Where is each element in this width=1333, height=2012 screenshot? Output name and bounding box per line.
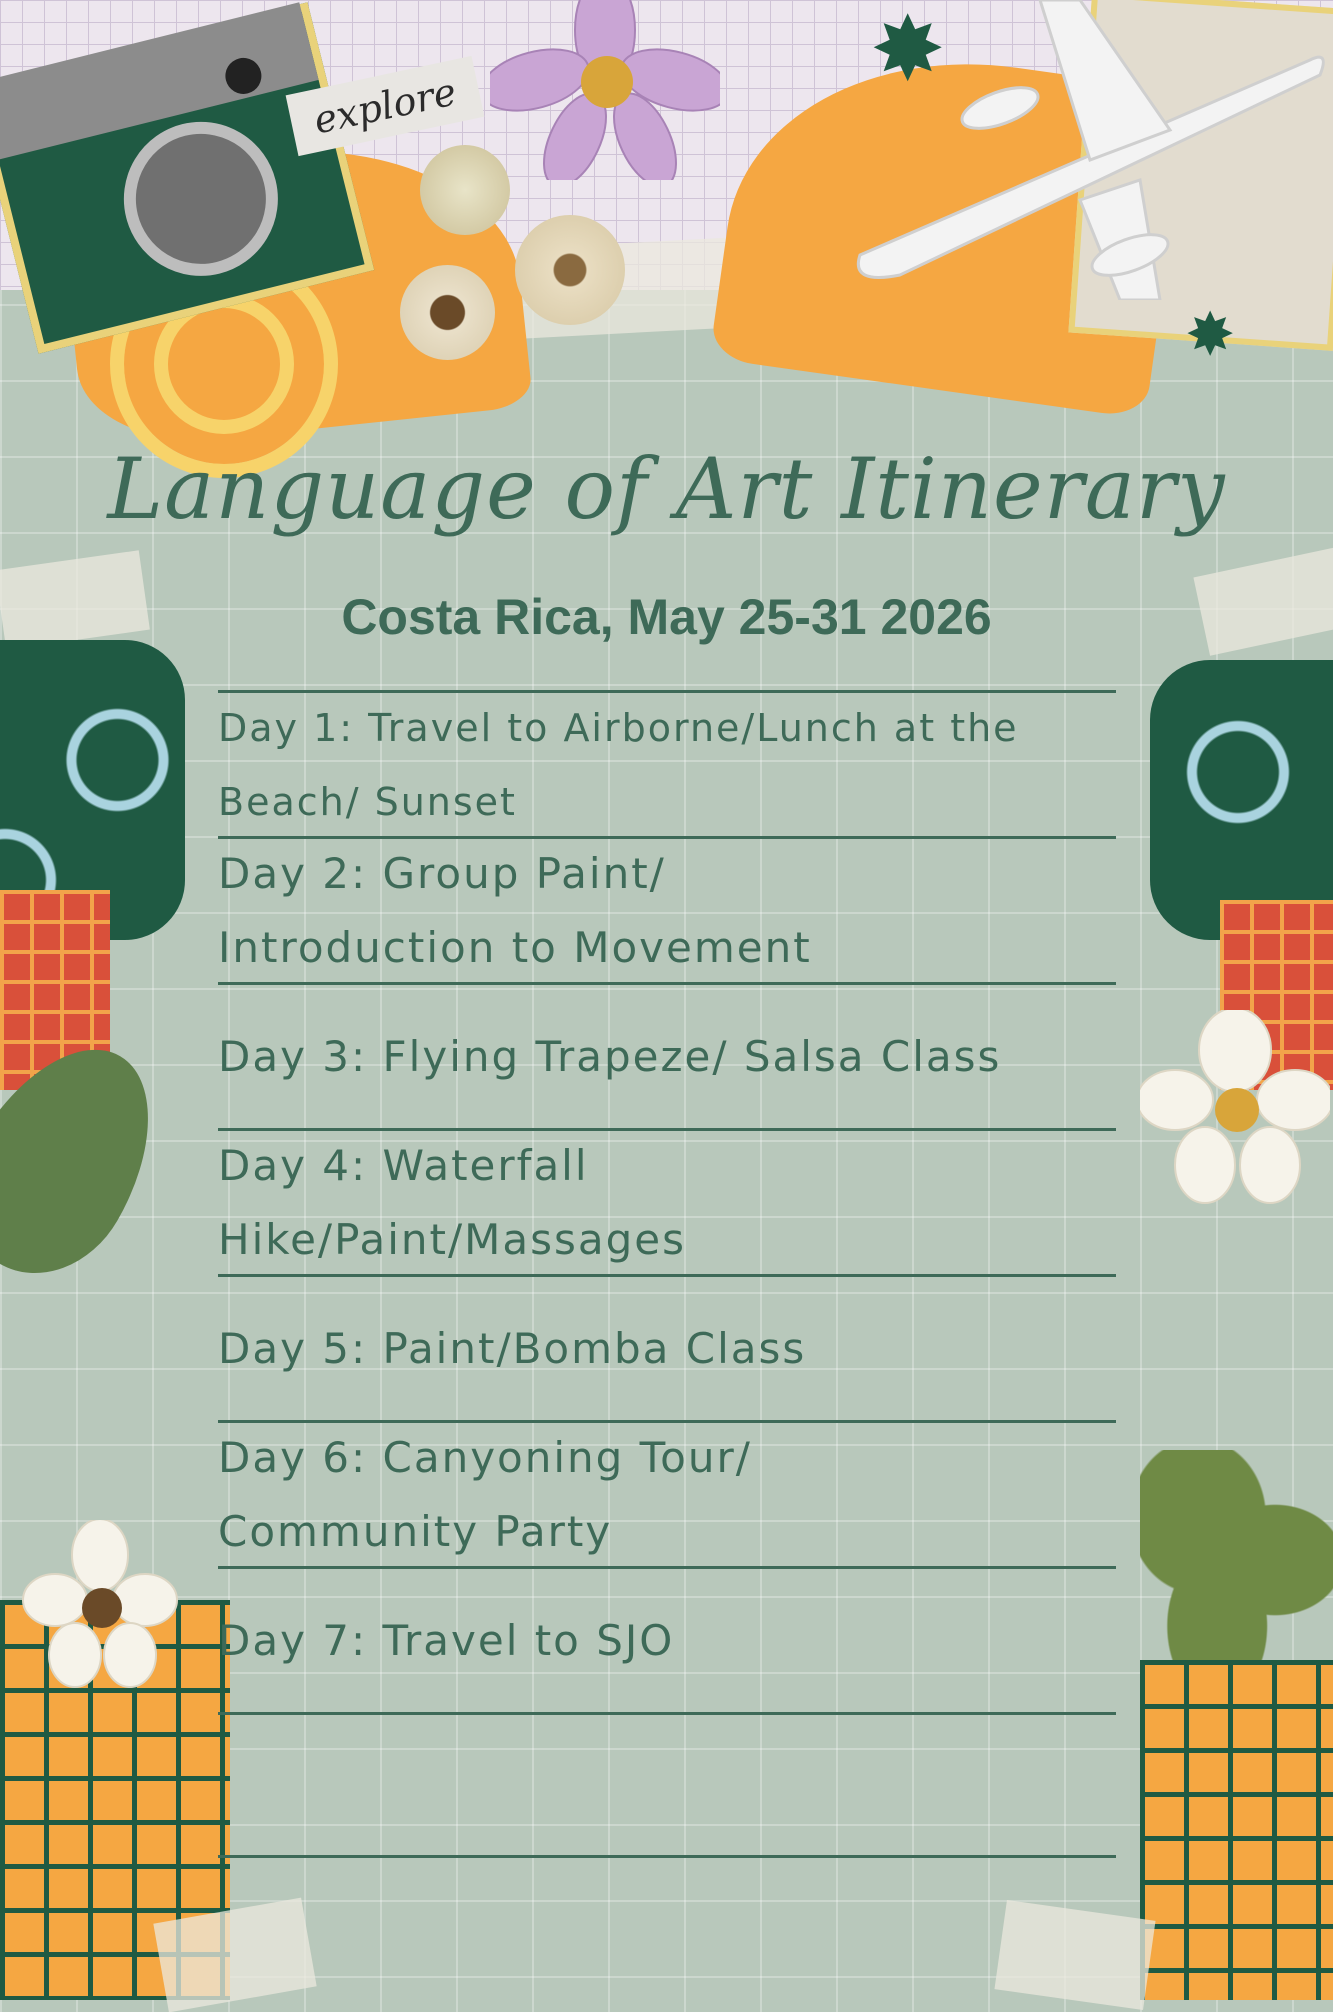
pressed-white-flower-right [1140, 1010, 1330, 1210]
itinerary-day-label: Day 4: Waterfall Hike/Paint/Massages [218, 1140, 687, 1264]
strawberry-leaves-right [1140, 1450, 1333, 1670]
pressed-brown-dandelion [400, 265, 495, 360]
itinerary-day-label: Day 3: Flying Trapeze/ Salsa Class [218, 1031, 1002, 1081]
itinerary-day-1 [218, 690, 1116, 836]
pressed-beige-dandelion [515, 215, 625, 325]
itinerary-day-4 [218, 1128, 1116, 1274]
orange-plaid-paper-bottom-right [1140, 1660, 1333, 2000]
itinerary-day-label: Day 6: Canyoning Tour/ Community Party [218, 1432, 752, 1556]
pressed-white-dandelion [420, 145, 510, 235]
explore-label: explore [310, 69, 460, 143]
itinerary-day-7 [218, 1566, 1116, 1712]
itinerary-day-label: Day 2: Group Paint/ Introduction to Movement [218, 848, 812, 972]
green-star-anise-icon: ✸ [870, 0, 946, 102]
itinerary-day-label: Day 1: Travel to Airborne/Lunch at the Beach/ Sunset [218, 705, 1019, 824]
green-star-anise-small-icon: ✸ [1185, 300, 1236, 370]
itinerary-list [218, 690, 1116, 1858]
itinerary-blank-row [218, 1712, 1116, 1858]
pressed-white-flower-bottom-left [20, 1520, 180, 1690]
itinerary-day-3 [218, 982, 1116, 1128]
pressed-purple-flower [490, 0, 720, 180]
itinerary-day-5 [218, 1274, 1116, 1420]
itinerary-day-2 [218, 836, 1116, 982]
camera-lens-icon [108, 106, 295, 293]
itinerary-day-label: Day 7: Travel to SJO [218, 1615, 675, 1665]
itinerary-day-label: Day 5: Paint/Bomba Class [218, 1323, 807, 1373]
page-title: Language of Art Itinerary [107, 440, 1226, 538]
masking-tape-bottom-right [994, 1900, 1155, 2010]
page-subtitle: Costa Rica, May 25-31 2026 [341, 589, 992, 645]
itinerary-day-6 [218, 1420, 1116, 1566]
green-swirl-paper-right [1150, 660, 1333, 940]
